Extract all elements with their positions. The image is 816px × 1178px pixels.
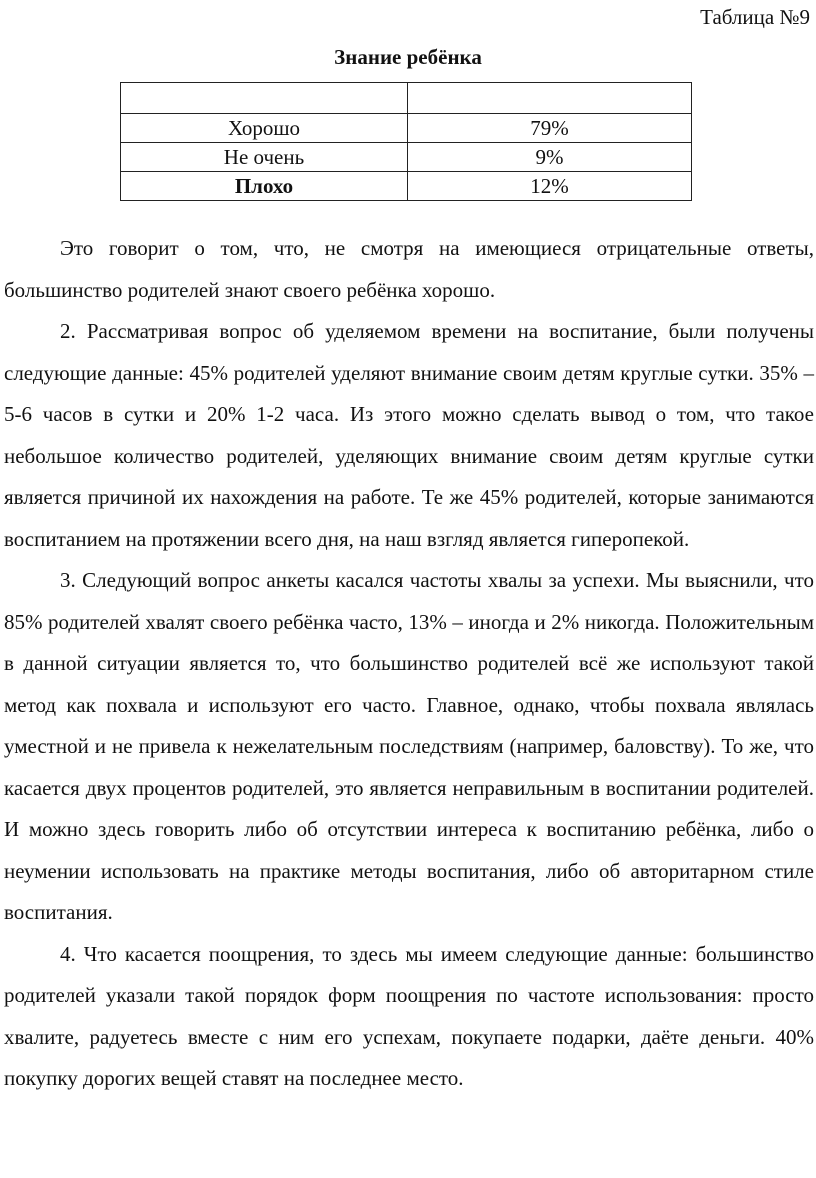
paragraph: 3. Следующий вопрос анкеты касался частоты хвалы за успехи. Мы выяснили, что 85% родителей хвалят своего ребёнка часто, 13% – иногда и 2% никогда. Положительным в данной ситуации является то, что большинство родителей всё же используют такой метод как похвала и используют его часто. Главное, однако, чтобы похвала являлась уместной и не привела к нежелательным последствиям (например, баловству). То же, что касается двух процентов родителей, это является неправильным в воспитании родителей. И можно здесь говорить либо об отсутствии интереса к воспитанию ребёнка, либо о неумении использовать на практике методы воспитания, либо об авторитарном стиле воспитания. [4,568,814,924]
table-cell-percent: 12% [408,172,692,201]
table-cell-answer: Не очень [121,143,408,172]
table-cell-answer: Плохо [121,172,408,201]
table-title: Знание ребёнка [334,45,482,69]
body-text [4,228,814,1100]
table-row [121,172,692,201]
paragraph: 2. Рассматривая вопрос об уделяемом времени на воспитание, были получены следующие данные: 45% родителей уделяют внимание своим детям круглые сутки. 35% – 5-6 часов в сутки и 20% 1-2 часа. Из этого можно сделать вывод о том, что такое небольшое количество родителей, уделяющих внимание своим детям круглые сутки является причиной их нахождения на работе. Те же 45% родителей, которые занимаются воспитанием на протяжении всего дня, на наш взгляд является гиперопекой. [4,319,814,551]
table-cell-percent [408,83,692,114]
paragraph: Это говорит о том, что, не смотря на имеющиеся отрицательные ответы, большинство родителей знают своего ребёнка хорошо. [4,236,814,302]
table-cell-percent: 9% [408,143,692,172]
table-cell-percent: 79% [408,114,692,143]
table-row [121,114,692,143]
paragraph: 4. Что касается поощрения, то здесь мы имеем следующие данные: большинство родителей указали такой порядок форм поощрения по частоте использования: просто хвалите, радуетесь вместе с ним его успехам, покупаете подарки, даёте деньги. 40% покупку дорогих вещей ставят на последнее место. [4,941,814,1090]
table-number-label: Таблица №9 [700,5,810,29]
table-header-row [121,83,692,114]
results-table [120,82,692,201]
table-cell-answer: Хорошо [121,114,408,143]
table-row [121,143,692,172]
table-cell-answer [121,83,408,114]
